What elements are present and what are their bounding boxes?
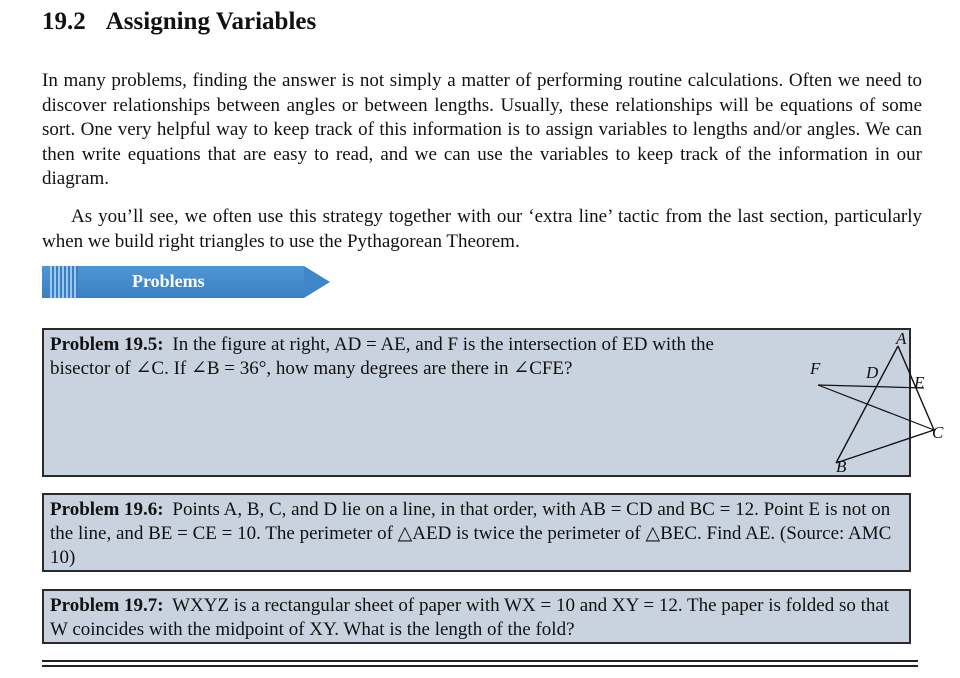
triangle-figure: [766, 329, 944, 477]
banner-label: Problems: [132, 271, 205, 291]
problem-statement: In the figure at right, AD = AE, and F is the intersection of ED with the bisector of ∠C. If ∠B = 36°, how many degrees are there in ∠CFE?: [50, 334, 714, 379]
intro-paragraph: In many problems, finding the answer is not simply a matter of performing routine calculations. Often we need to discover relationships between angles or between lengths. Usually, these relationships will be equations of some sort. One very helpful way to keep track of this information is to assign variables to lengths and/or angles. We can then write equations that are easy to read, and we can use the variables to keep track of the information in our diagram.: [42, 70, 922, 189]
section-heading: [42, 8, 316, 36]
footer-rule: [42, 665, 918, 667]
label-c: C: [932, 423, 944, 442]
problem-box: [42, 328, 944, 477]
problem-statement: Points A, B, C, and D lie on a line, in that order, with AB = CD and BC = 12. Point E is not on the line, and BE = CE = 10. The perimeter of △AED is twice the perimeter of △BEC. Find AE. (Source: AMC 10): [50, 499, 892, 568]
problem-number: Problem 19.7:: [50, 595, 164, 616]
label-e: E: [914, 373, 925, 392]
banner-stripes: [50, 266, 78, 298]
problem-box: [42, 589, 911, 644]
section-title: Assigning Variables: [105, 8, 317, 35]
problems-banner: [42, 266, 332, 298]
problem-box: [42, 493, 911, 572]
problem-text-block: [50, 594, 905, 642]
problem-number: Problem 19.5:: [50, 334, 164, 355]
label-a: A: [896, 329, 907, 348]
problem-statement: WXYZ is a rectangular sheet of paper with WX = 10 and XY = 12. The paper is folded so that W coincides with the midpoint of XY. What is the length of the fold?: [50, 595, 890, 640]
footer-rule: [42, 660, 918, 662]
label-b: B: [836, 457, 847, 476]
label-d: D: [866, 363, 879, 382]
banner-arrow-tip: [304, 266, 330, 298]
label-f: F: [810, 359, 821, 378]
problem-number: Problem 19.6:: [50, 499, 164, 520]
problem-text-block: [50, 333, 770, 381]
section-number: 19.2: [42, 8, 86, 35]
problem-text-block: [50, 498, 905, 570]
strategy-paragraph: As you’ll see, we often use this strategy together with our ‘extra line’ tactic from the last section, particularly when we build right triangles to use the Pythagorean Theorem.: [42, 206, 922, 252]
